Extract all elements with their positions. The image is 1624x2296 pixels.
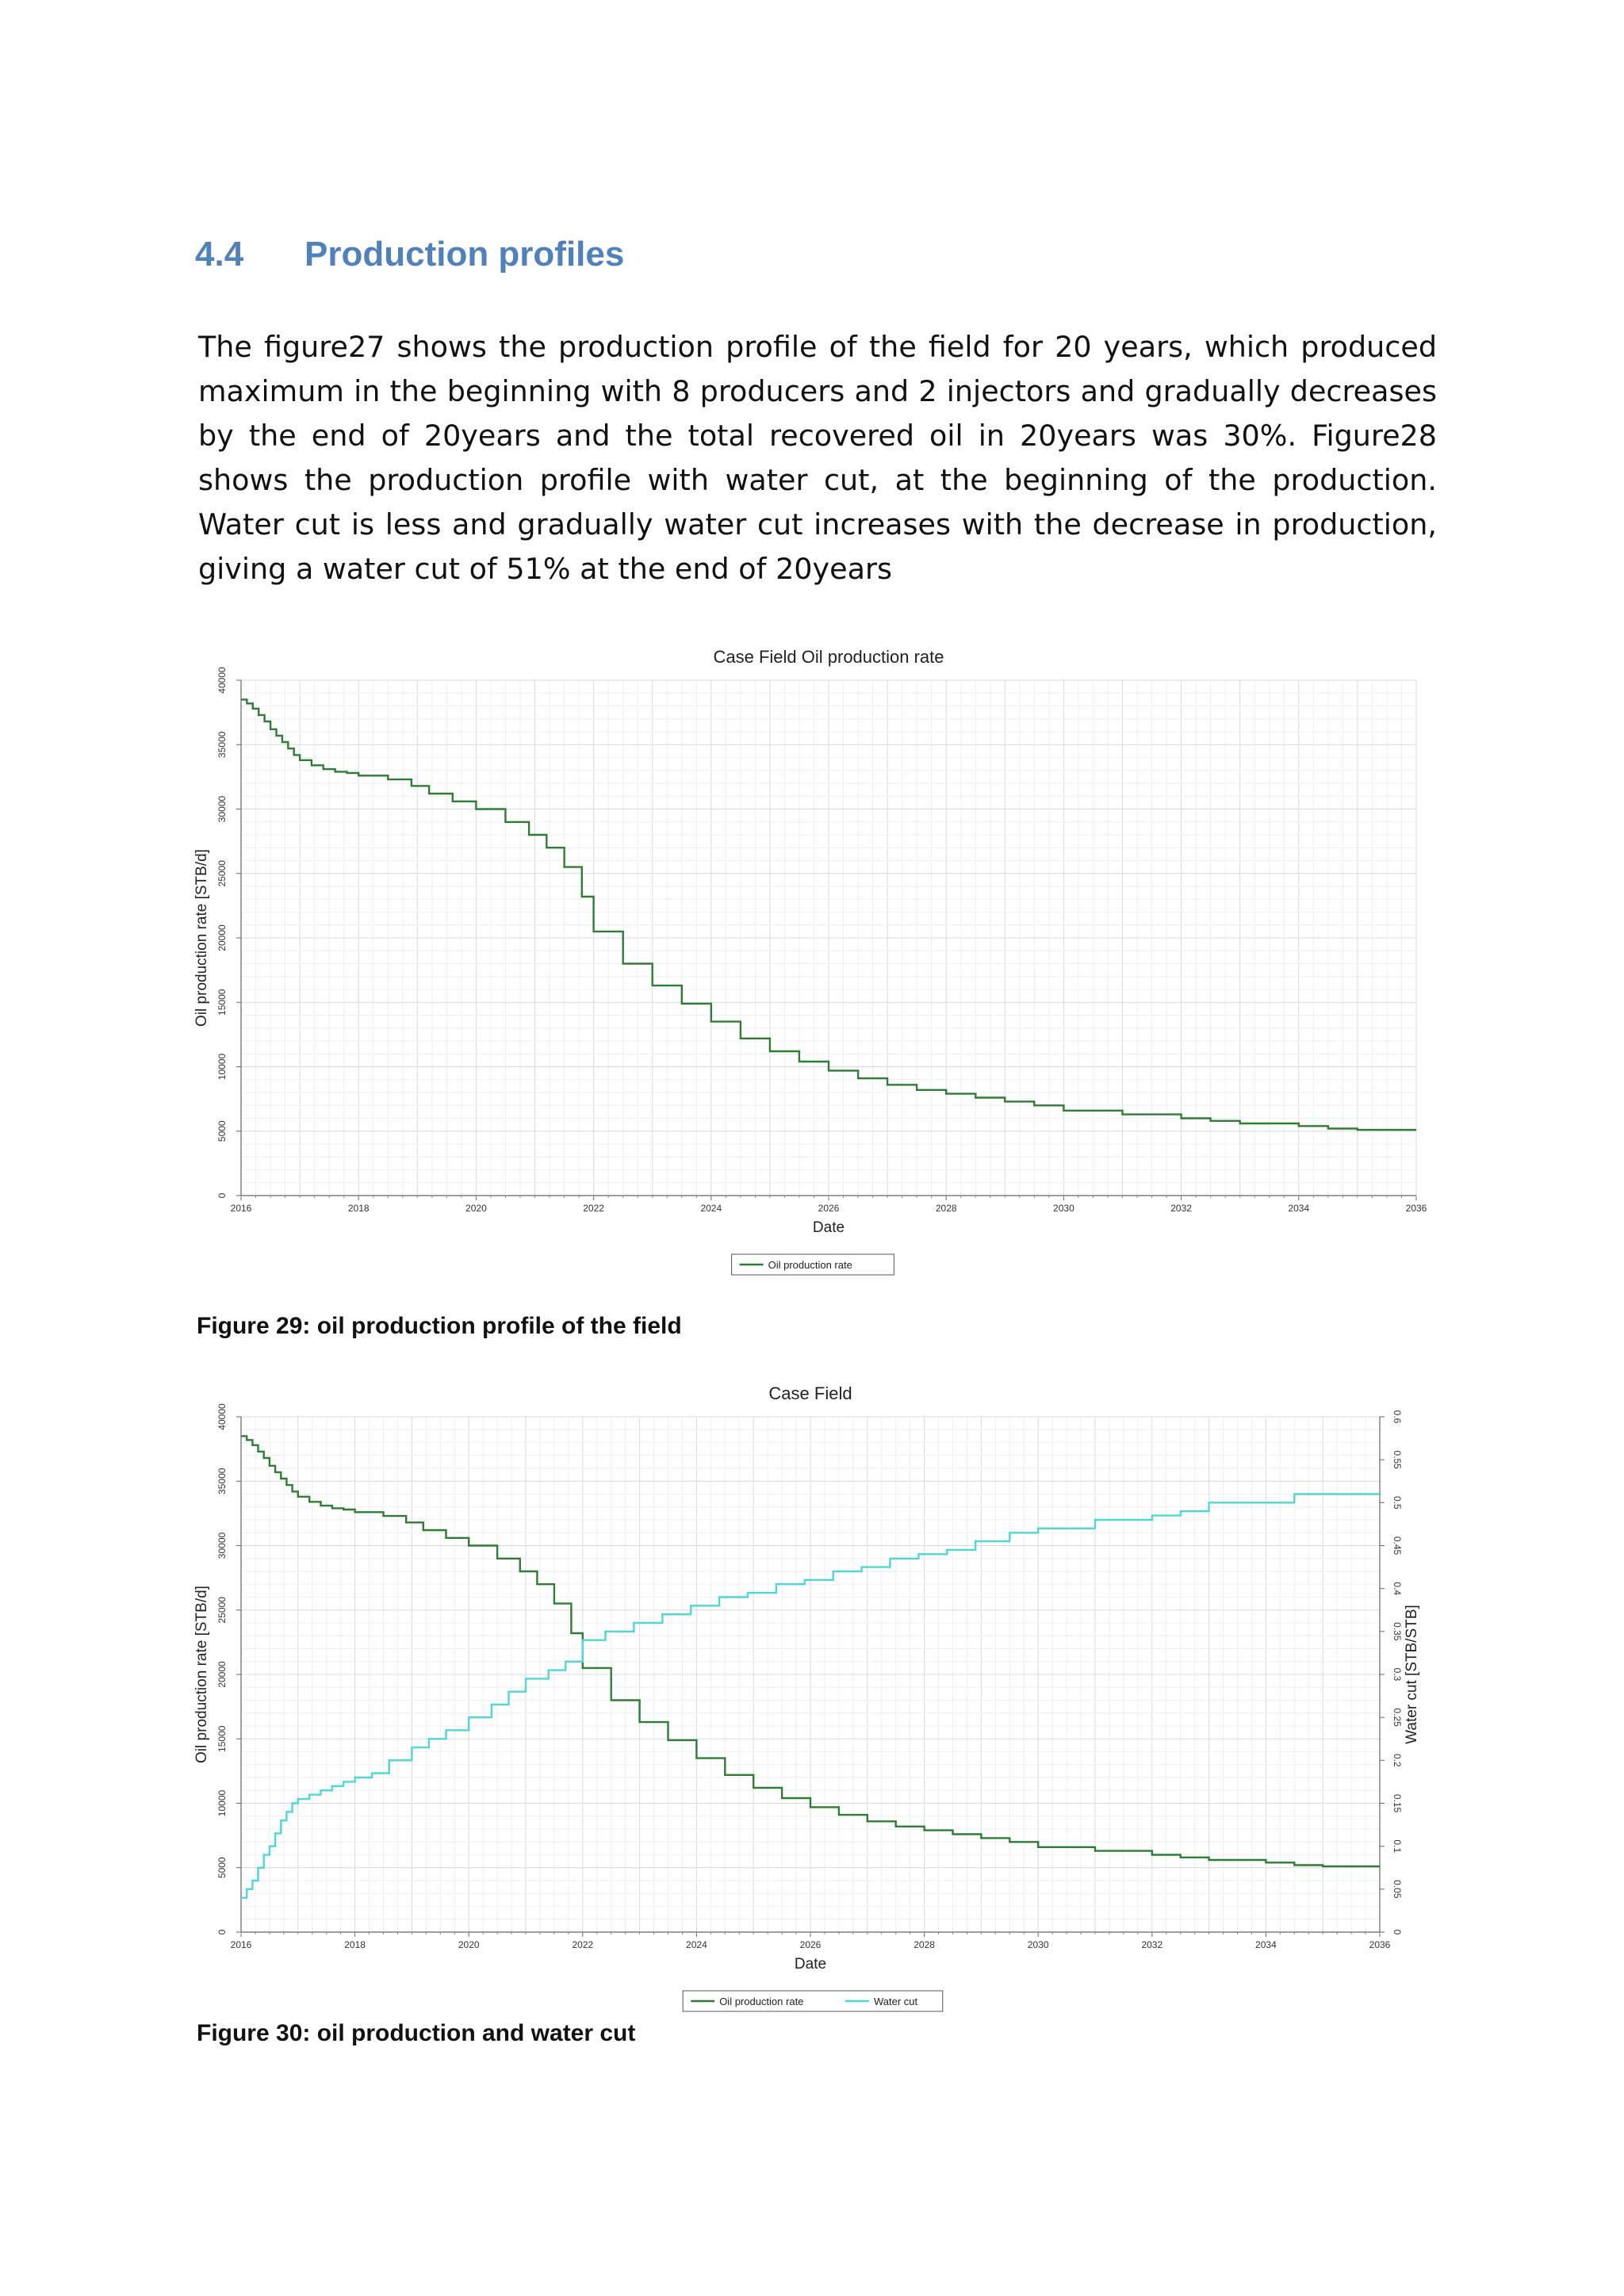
figure-29-caption: Figure 29: oil production profile of the field [197, 1313, 682, 1339]
y-tick-label: 40000 [216, 1403, 228, 1430]
x-tick-label: 2020 [465, 1203, 487, 1214]
y2-tick-label: 0.3 [1392, 1667, 1403, 1682]
x-tick-label: 2024 [686, 1939, 707, 1950]
y2-tick-label: 0.6 [1392, 1410, 1403, 1424]
x-tick-label: 2016 [230, 1203, 252, 1214]
x-tick-label: 2020 [458, 1939, 480, 1950]
y2-tick-label: 0.5 [1392, 1495, 1403, 1510]
figure-30-caption: Figure 30: oil production and water cut [197, 2020, 636, 2046]
y2-tick-label: 0.15 [1392, 1793, 1403, 1813]
y2-tick-label: 0.55 [1392, 1450, 1403, 1469]
figure-29-chart [182, 639, 1443, 1289]
x-tick-label: 2030 [1027, 1939, 1049, 1950]
x-tick-label: 2018 [347, 1203, 370, 1214]
y-tick-label: 10000 [216, 1053, 228, 1081]
section-title: Production profiles [304, 235, 625, 274]
y-tick-label: 0 [216, 1192, 228, 1199]
x-tick-label: 2034 [1255, 1939, 1277, 1950]
y2-tick-label: 0.45 [1392, 1536, 1403, 1556]
figure-30-chart [182, 1376, 1443, 2026]
x-tick-label: 2036 [1405, 1203, 1427, 1214]
y2-axis-label: Water cut [STB/STB] [1404, 1605, 1420, 1744]
y-tick-label: 20000 [216, 1661, 228, 1688]
chart-title: Case Field Oil production rate [713, 647, 944, 667]
x-axis-label: Date [794, 1956, 827, 1973]
y2-tick-label: 0.4 [1392, 1582, 1403, 1596]
y2-tick-label: 0 [1392, 1929, 1403, 1935]
y-tick-label: 0 [216, 1929, 228, 1935]
y-tick-label: 30000 [216, 1532, 228, 1559]
y-tick-label: 35000 [216, 1468, 228, 1494]
y-tick-label: 35000 [216, 731, 228, 758]
section-heading [195, 235, 624, 274]
legend-label-oil-production-rate: Oil production rate [768, 1259, 852, 1271]
y2-tick-label: 0.1 [1392, 1839, 1403, 1854]
legend-label-water-cut: Water cut [874, 1996, 918, 2007]
body-paragraph: The figure27 shows the production profile of the field for 20 years, which produced maximum in the beginning with 8 producers and 2 injectors and gradually decreases by the end of 20years and the total recovered oil in 20years was 30%. Figure28 shows the production profile with water cut, at the beginning of the production. Water cut is less and gradually water cut increases with the decrease in production, giving a water cut of 51% at the end of 20years [198, 330, 1437, 586]
x-tick-label: 2030 [1053, 1203, 1074, 1214]
y2-tick-label: 0.35 [1392, 1622, 1403, 1641]
section-number: 4.4 [195, 235, 244, 274]
y-tick-label: 30000 [216, 795, 228, 823]
y-tick-label: 10000 [216, 1789, 228, 1817]
y-axis-label: Oil production rate [STB/d] [193, 1586, 210, 1763]
x-tick-label: 2022 [572, 1939, 594, 1950]
oil-production-water-cut-chart [182, 1376, 1443, 2026]
y-tick-label: 15000 [216, 1725, 228, 1752]
x-tick-label: 2016 [230, 1939, 252, 1950]
grid [241, 680, 1416, 1196]
y2-tick-label: 0.2 [1392, 1753, 1403, 1767]
x-tick-label: 2022 [583, 1203, 604, 1214]
x-axis-label: Date [812, 1219, 845, 1236]
y-tick-label: 25000 [216, 860, 228, 887]
x-tick-label: 2032 [1141, 1939, 1163, 1950]
oil-production-rate-chart [182, 639, 1443, 1289]
chart-title: Case Field [768, 1383, 852, 1403]
x-tick-label: 2034 [1288, 1203, 1310, 1214]
y-tick-label: 25000 [216, 1597, 228, 1624]
x-tick-label: 2026 [799, 1939, 822, 1950]
y-tick-label: 40000 [216, 667, 228, 694]
x-tick-label: 2026 [818, 1203, 840, 1214]
x-tick-label: 2018 [344, 1939, 366, 1950]
grid [241, 1417, 1380, 1932]
y-tick-label: 5000 [216, 1120, 228, 1142]
y-tick-label: 20000 [216, 924, 228, 951]
x-tick-label: 2028 [914, 1939, 935, 1950]
x-tick-label: 2032 [1170, 1203, 1192, 1214]
x-tick-label: 2028 [935, 1203, 957, 1214]
y2-tick-label: 0.05 [1392, 1880, 1403, 1899]
y-tick-label: 15000 [216, 989, 228, 1016]
y-tick-label: 5000 [216, 1857, 228, 1879]
y2-tick-label: 0.25 [1392, 1708, 1403, 1727]
legend-label-oil-production-rate: Oil production rate [719, 1996, 804, 2007]
x-tick-label: 2024 [700, 1203, 722, 1214]
y-axis-label: Oil production rate [STB/d] [193, 849, 210, 1027]
x-tick-label: 2036 [1369, 1939, 1391, 1950]
